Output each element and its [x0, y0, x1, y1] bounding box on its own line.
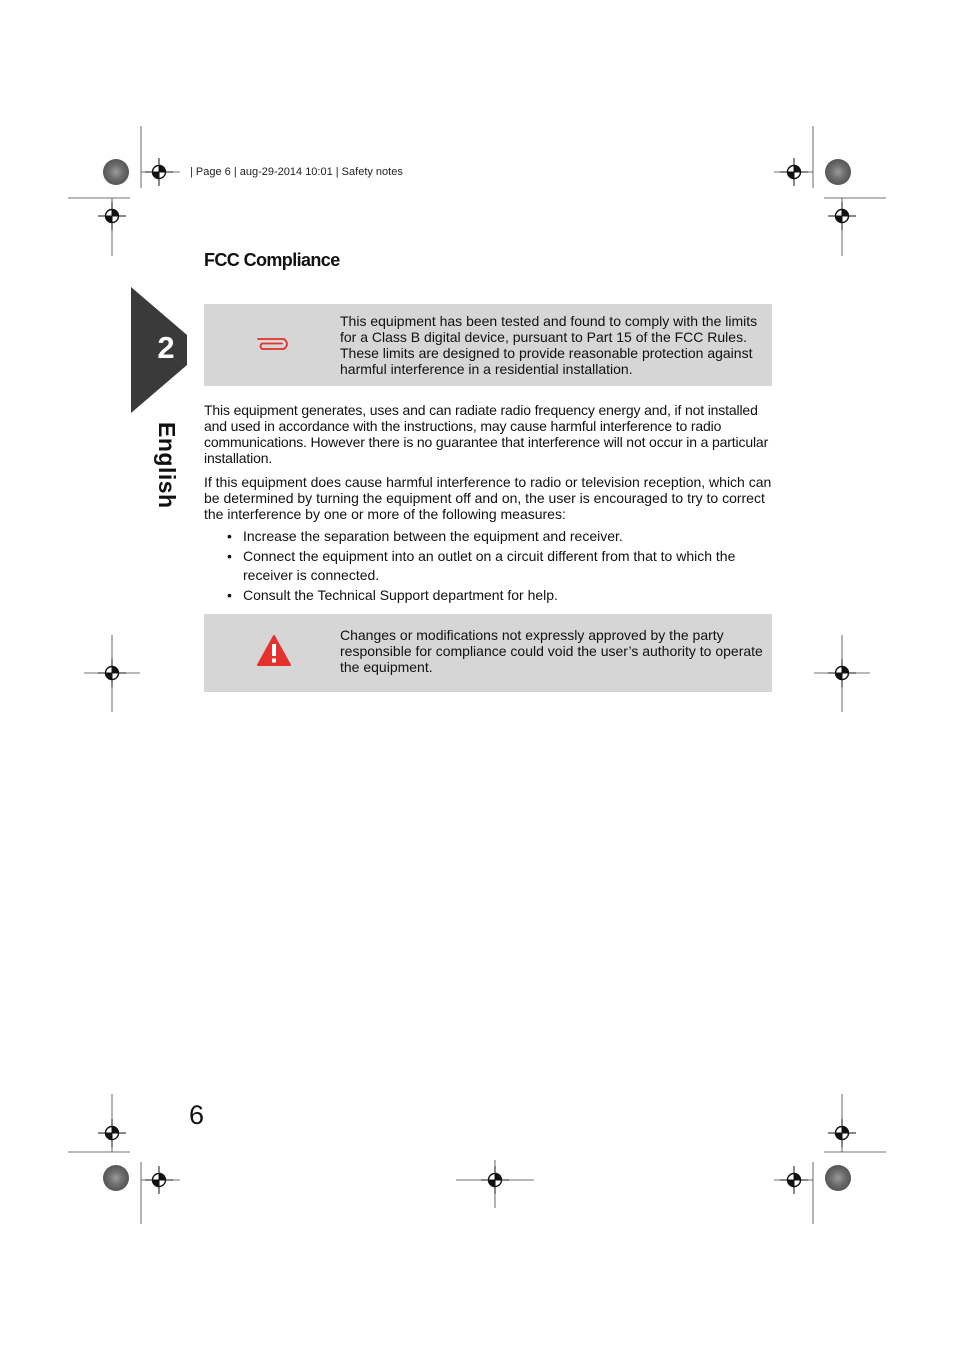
bullet-dot: • [227, 587, 232, 603]
list-item-text: Consult the Technical Support department for help. [243, 587, 558, 603]
paperclip-icon [256, 335, 292, 358]
note-text: This equipment has been tested and found to comply with the limits for a Class B digital device, pursuant to Part 15 of the FCC Rules. These limits are designed to provide reasonable protection against harmful interference in a residential installation. [340, 313, 758, 377]
measures-list [226, 527, 786, 606]
chapter-number: 2 [157, 330, 175, 365]
language-label: English [154, 422, 180, 509]
list-item-text: Connect the equipment into an outlet on a circuit different from that to which the receiver is connected. [243, 548, 736, 583]
list-item-text: Increase the separation between the equipment and receiver. [243, 528, 623, 544]
print-slug: | Page 6 | aug-29-2014 10:01 | Safety notes [190, 166, 403, 178]
list-item [226, 547, 771, 585]
warning-box [204, 614, 772, 692]
bullet-dot: • [227, 528, 232, 544]
bullet-dot: • [227, 548, 232, 564]
list-item [226, 527, 786, 546]
warning-text: Changes or modifications not expressly approved by the party responsible for compliance could void the user’s authority to operate the equipment. [340, 627, 763, 675]
note-box [204, 304, 772, 386]
body-paragraph: If this equipment does cause harmful interference to radio or television reception, which can be determined by turning the equipment off and on, the user is encouraged to try to correct the interference by one or more of the following measures: [204, 474, 772, 522]
list-item [226, 586, 786, 605]
warning-triangle-icon [256, 634, 292, 672]
page-number: 6 [189, 1100, 205, 1130]
body-paragraph: This equipment generates, uses and can radiate radio frequency energy and, if not installed and used in accordance with the instructions, may cause harmful interference to radio communications. However there is no guarantee that interference will not occur in a particular installation. [204, 402, 769, 466]
section-title: FCC Compliance [204, 250, 340, 270]
